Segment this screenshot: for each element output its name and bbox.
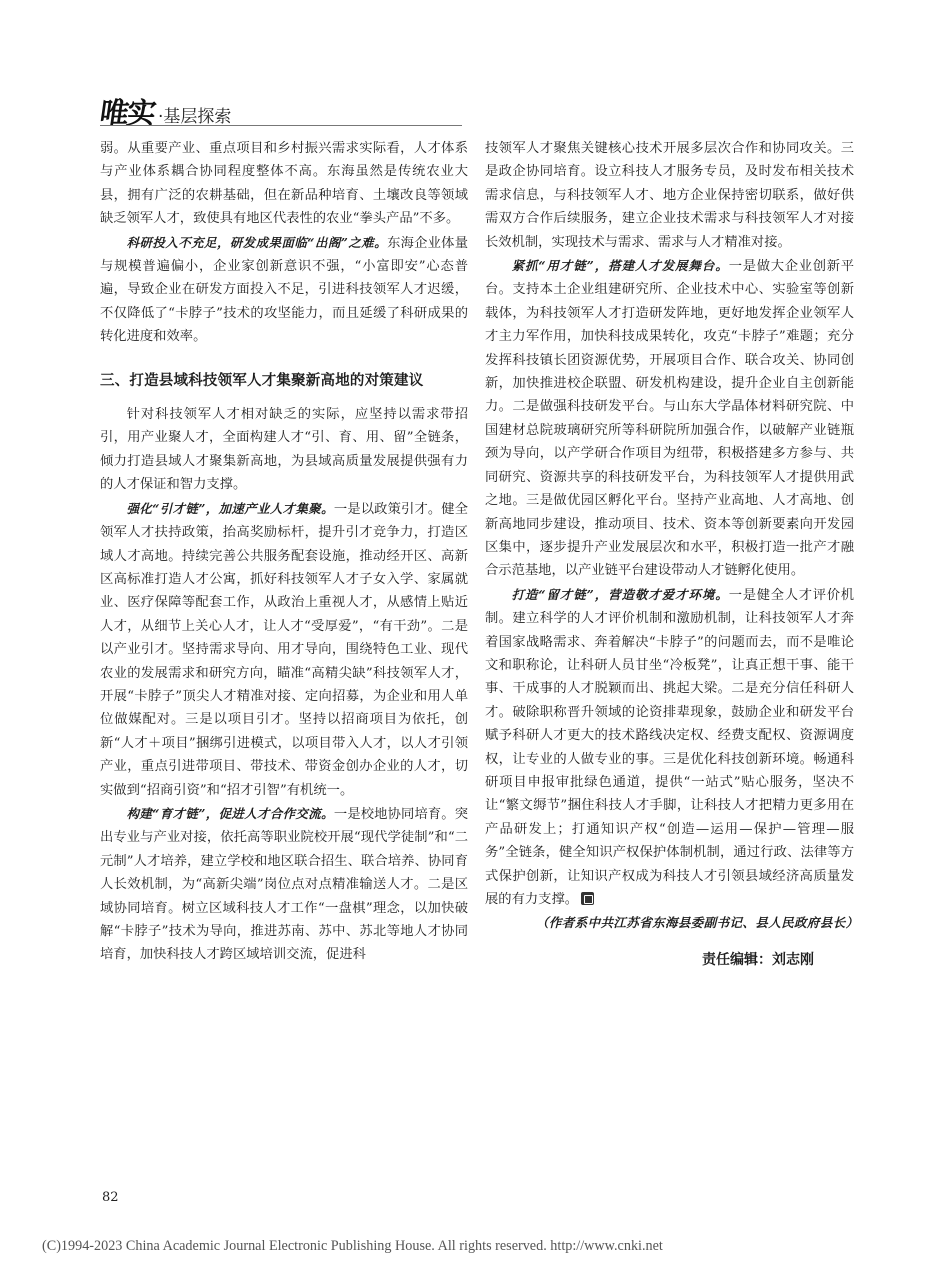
paragraph-lead: 构建“育才链”，促进人才合作交流。 <box>126 805 334 821</box>
paragraph-lead: 科研投入不充足，研发成果面临“出阁”之难。 <box>126 234 388 250</box>
journal-header <box>97 88 232 130</box>
paragraph <box>100 231 468 349</box>
paragraph-body: 一是健全人才评价机制。建立科学的人才评价机制和激励机制，让科技领军人才奔着国家战略需求、奔着解决“卡脖子”的问题而去，而不是唯论文和职称论，让科研人员甘坐“冷板凳”，让真正想干事、能干事、干成事的人才脱颖而出、挑起大梁。二是充分信任科研人才。破除职称晋升领域的论资排辈现象，鼓励企业和研发平台赋予科研人才更大的技术路线决定权、经费支配权、资源调度权，让专业的人做专业的事。三是优化科技创新环境。畅通科研项目申报审批绿色通道，提供“一站式”贴心服务，坚决不让“繁文缛节”捆住科技人才手脚，让科技人才把精力更多用在产品研发上；打通知识产权“创造—运用—保护—管理—服务”全链条，健全知识产权保护体制机制，通过行政、法律等方式保护创新，让知识产权成为科技人才引领县域经济高质量发展的有力支撑。 <box>485 587 854 907</box>
end-mark-icon <box>581 892 594 905</box>
paragraph <box>485 583 854 912</box>
right-column <box>485 137 859 973</box>
journal-logo: 唯实 <box>97 96 157 130</box>
paragraph-lead: 打造“留才链”，营造敬才爱才环境。 <box>511 586 729 602</box>
paragraph-body: 一是以政策引才。健全领军人才扶持政策，抬高奖励标杆，提升引才竞争力，打造区域人才高地。持续完善公共服务配套设施，推动经开区、高新区高标准打造人才公寓，抓好科技领军人才子女入学、家属就业、医疗保障等配套工作，从政治上重视人才，从感情上贴近人才，从细节上关心人才，让人才“受厚爱”，“有干劲”。二是以产业引才。坚持需求导向、用才导向，围绕特色工业、现代农业的发展需求和研究方向，瞄准“高精尖缺”科技领军人才，开展“卡脖子”顶尖人才精准对接、定向招募，为企业和用人单位做媒配对。三是以项目引才。坚持以招商项目为依托，创新“人才＋项目”捆绑引进模式，以项目带入人才，以人才引领产业，重点引进带项目、带技术、带资金创办企业的人才，切实做到“招商引资”和“招才引智”有机统一。 <box>100 501 469 798</box>
left-column <box>100 137 468 967</box>
paragraph <box>100 497 468 802</box>
paragraph-body: 东海企业体量与规模普遍偏小，企业家创新意识不强，“小富即安”心态普遍，导致企业在研发方面投入不足，引进科技领军人才迟缓，不仅降低了“卡脖子”技术的攻坚能力，而且延缓了科研成果的转化进度和效率。 <box>100 235 468 345</box>
paragraph: 弱。从重要产业、重点项目和乡村振兴需求实际看，人才体系与产业体系耦合协同程度整体不高。东海虽然是传统农业大县，拥有广泛的农耕基础，但在新品种培育、土壤改良等领域缺乏领军人才，致使具有地区代表性的农业“拳头产品”不多。 <box>100 141 468 227</box>
section-heading: 三、打造县域科技领军人才集聚新高地的对策建议 <box>100 372 424 389</box>
copyright-footer: (C)1994-2023 China Academic Journal Electronic Publishing House. All rights reserved. http://www.cnki.net <box>42 1238 663 1254</box>
paragraph: 技领军人才聚焦关键核心技术开展多层次合作和协同攻关。三是政企协同培育。设立科技人才服务专员，及时发布相关技术需求信息，与科技领军人才、地方企业保持密切联系，做好供需双方合作后续服务，建立企业技术需求与科技领军人才对接长效机制，实现技术与需求、需求与人才精准对接。 <box>485 141 854 250</box>
paragraph-body: 一是校地协同培育。突出专业与产业对接，依托高等职业院校开展“现代学徒制”和“二元制”人才培养，建立学校和地区联合招生、联合培养、协同育人长效机制，为“高新尖端”岗位点对点精准输送人才。二是区域协同培育。树立区域科技人才工作“一盘棋”理念，以加快破解“卡脖子”技术为导向，推进苏南、苏中、苏北等地人才协同培育，加快科技人才跨区域培训交流，促进科 <box>100 806 469 963</box>
paragraph-lead: 紧抓“用才链”，搭建人才发展舞台。 <box>511 258 729 274</box>
paragraph <box>100 802 468 967</box>
paragraph <box>485 254 854 583</box>
page-number: 82 <box>102 1190 119 1205</box>
section-name: ·基层探索 <box>158 107 232 127</box>
responsible-editor: 责任编辑：刘志刚 <box>702 952 814 969</box>
author-note: （作者系中共江苏省东海县委副书记、县人民政府县长） <box>536 915 859 931</box>
paragraph-body: 一是做大企业创新平台。支持本土企业组建研究所、企业技术中心、实验室等创新载体，为科技领军人才打造研发阵地，更好地发挥企业领军人才主力军作用，加快科技成果转化，攻克“卡脖子”难题；充分发挥科技镇长团资源优势，开展项目合作、联合攻关、协同创新，加快推进校企联盟、研发机构建设，提升企业自主创新能力。二是做强科技研发平台。与山东大学晶体材料研究院、中国建材总院玻璃研究所等科研院所加强合作，以破解产业链瓶颈为导向，以产学研合作项目为纽带，积极搭建多方参与、共同研究、资源共享的科技研发平台，为科技领军人才提供用武之地。三是做优园区孵化平台。坚持产业高地、人才高地、创新高地同步建设，推动项目、技术、资本等创新要素向开发园区集中，逐步提升产业发展层次和水平，积极打造一批产才融合示范基地，以产业链平台建设带动人才链孵化使用。 <box>485 259 854 579</box>
paragraph: 针对科技领军人才相对缺乏的实际，应坚持以需求带招引，用产业聚人才，全面构建人才“引、育、用、留”全链条，倾力打造县域人才聚集新高地，为县域高质量发展提供强有力的人才保证和智力支撑。 <box>100 407 468 493</box>
header-rule <box>100 125 462 126</box>
paragraph-lead: 强化“引才链”，加速产业人才集聚。 <box>126 500 334 516</box>
